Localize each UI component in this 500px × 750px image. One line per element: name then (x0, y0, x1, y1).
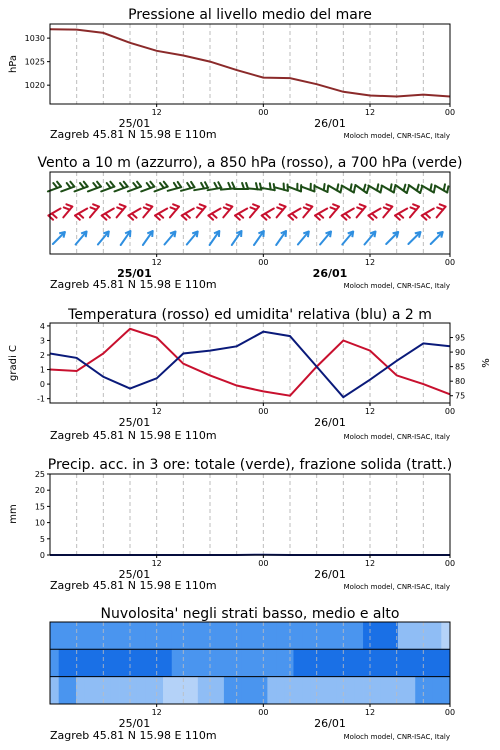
cloud-cell (67, 677, 76, 704)
cloud-cell (224, 622, 233, 649)
y-tick-label: 1025 (24, 57, 45, 67)
cloud-cell (250, 677, 259, 704)
cloud-cell (76, 677, 85, 704)
wind-barb (76, 232, 87, 245)
cloud-cell (398, 649, 407, 676)
cloud-cell (433, 677, 442, 704)
cloud-cell (372, 622, 381, 649)
pressure-title: Pressione al livello medio del mare (128, 7, 372, 23)
y2-tick-label: 80 (455, 377, 466, 387)
cloud-cell (380, 649, 389, 676)
wind-barb (143, 204, 152, 217)
cloud-cell (120, 649, 129, 676)
wind-barb (168, 182, 182, 191)
y-tick-label: 20 (34, 486, 45, 496)
cloud-cell (285, 677, 294, 704)
cloud-cell (163, 622, 172, 649)
x-tick-label: 12 (364, 708, 376, 717)
cloud-cell (172, 649, 181, 676)
precip-grid (77, 474, 424, 555)
cloud-cell (302, 622, 311, 649)
wind-barb (276, 231, 286, 245)
cloud-cell (293, 649, 302, 676)
cloud-cells (50, 622, 450, 704)
cloud-cell (380, 622, 389, 649)
precip-y-ticks (35, 470, 50, 560)
humidity-y-ticks (450, 334, 465, 401)
wind-barb (248, 183, 262, 190)
wind-barb (250, 204, 259, 217)
y-tick-label: 5 (39, 534, 45, 544)
cloud-cell (433, 649, 442, 676)
cloud-cell (337, 622, 346, 649)
cloud-cell (59, 649, 68, 676)
cloud-cell (215, 622, 224, 649)
cloud-cell (172, 622, 181, 649)
y-tick-label: 4 (39, 321, 45, 331)
wind-barb (210, 231, 220, 245)
cloud-cell (276, 677, 285, 704)
temperature-panel (8, 307, 492, 442)
wind-barb (170, 204, 179, 217)
temperature-location: Zagreb 45.81 N 15.98 E 110m (50, 429, 217, 442)
cloud-cell (93, 622, 102, 649)
cloud-cell (363, 622, 372, 649)
cloud-cell (180, 622, 189, 649)
date-label: 26/01 (314, 568, 346, 581)
cloud-cell (198, 649, 207, 676)
cloud-cell (111, 622, 120, 649)
wind-barb (277, 204, 286, 217)
wind-barb (408, 232, 420, 244)
precip-title: Precip. acc. in 3 ore: totale (verde), frazione solida (tratt.) (47, 457, 453, 473)
cloud-cell (363, 649, 372, 676)
cloud-cell (67, 622, 76, 649)
wind-barb (121, 231, 131, 245)
wind-barb (53, 232, 65, 244)
wind-x-ticks (152, 254, 456, 267)
cloud-cell (189, 677, 198, 704)
x-tick-label: 12 (364, 258, 376, 267)
y-tick-label: 0 (39, 380, 45, 390)
wind-barb (90, 204, 99, 217)
wind-panel (37, 155, 462, 291)
cloud-cell (163, 649, 172, 676)
cloud-cell (76, 622, 85, 649)
cloud-cell (215, 649, 224, 676)
y2-tick-label: 85 (455, 362, 466, 372)
precip-credit: Moloch model, CNR-ISAC, Italy (343, 583, 450, 591)
wind-barb (61, 182, 74, 192)
cloud-cell (380, 677, 389, 704)
y-tick-label: 2 (39, 351, 45, 360)
cloud-cell (137, 649, 146, 676)
wind-barb (409, 185, 422, 193)
cloud-cell (337, 649, 346, 676)
x-tick-label: 00 (258, 108, 269, 117)
cloud-cell (320, 622, 329, 649)
cloud-cell (337, 677, 346, 704)
cloud-cell (207, 677, 216, 704)
precip-ylabel: mm (8, 504, 19, 524)
cloud-cell (50, 649, 59, 676)
wind-barb (355, 185, 368, 193)
cloud-cell (320, 677, 329, 704)
y-tick-label: 1 (39, 365, 45, 375)
pressure-location: Zagreb 45.81 N 15.98 E 110m (50, 128, 217, 141)
y2-tick-label: 75 (455, 391, 466, 401)
cloud-cell (354, 622, 363, 649)
cloud-cell (146, 649, 155, 676)
wind-barb (288, 184, 301, 192)
temperature-title: Temperatura (rosso) ed umidita' relativa (blu) a 2 m (68, 307, 432, 323)
y2-tick-label: 95 (455, 333, 466, 343)
cloud-cell (50, 622, 59, 649)
x-tick-label: 00 (444, 407, 456, 416)
wind-barb (395, 185, 408, 193)
cloud-cell (293, 622, 302, 649)
cloud-cell (198, 622, 207, 649)
y-tick-label: 1020 (24, 81, 45, 91)
cloud-title: Nuvolosita' negli strati basso, medio e alto (100, 606, 400, 622)
cloud-cell (328, 622, 337, 649)
cloud-cell (120, 677, 129, 704)
temperature-credit: Moloch model, CNR-ISAC, Italy (343, 433, 450, 441)
x-tick-label: 12 (151, 559, 162, 568)
wind-barb (254, 231, 264, 245)
wind-barb (383, 204, 392, 217)
wind-barb (435, 184, 448, 192)
cloud-cell (354, 677, 363, 704)
cloud-cell (372, 677, 381, 704)
x-tick-label: 12 (364, 559, 376, 568)
cloud-cell (154, 649, 163, 676)
y2-tick-label: 90 (455, 348, 466, 358)
x-tick-label: 12 (151, 108, 162, 117)
wind-barb (320, 232, 331, 245)
pressure-grid (77, 24, 424, 104)
pressure-x-ticks (152, 104, 456, 117)
humidity-line (50, 332, 450, 398)
wind-barb (303, 204, 312, 217)
temperature-dates (119, 416, 346, 429)
temperature-frame (50, 323, 450, 403)
cloud-cell (320, 649, 329, 676)
cloud-cell (276, 622, 285, 649)
cloud-cell (241, 649, 250, 676)
cloud-cell (93, 677, 102, 704)
wind-barb (88, 182, 101, 192)
x-tick-label: 12 (364, 407, 376, 416)
date-label: 26/01 (314, 717, 346, 730)
wind-title: Vento a 10 m (azzurro), a 850 hPa (rosso), a 700 hPa (verde) (37, 155, 463, 171)
cloud-location: Zagreb 45.81 N 15.98 E 110m (50, 729, 217, 742)
wind-barb (315, 184, 328, 192)
cloud-panel (50, 606, 455, 742)
cloud-cell (85, 649, 94, 676)
wind-barb (117, 204, 126, 217)
precip-frame (50, 474, 450, 555)
x-tick-label: 00 (258, 708, 269, 717)
wind-barb (342, 232, 353, 245)
pressure-series (50, 29, 450, 96)
cloud-cell (241, 622, 250, 649)
wind-barb (382, 184, 395, 192)
x-tick-label: 12 (151, 407, 162, 416)
cloud-cell (85, 677, 94, 704)
wind-barb (194, 182, 208, 190)
cloud-cell (59, 677, 68, 704)
cloud-cell (137, 622, 146, 649)
precip-panel (8, 457, 455, 592)
wind-barb (431, 232, 443, 244)
cloud-cell (76, 649, 85, 676)
temperature-x-ticks (152, 403, 456, 416)
y-tick-label: 10 (34, 518, 45, 528)
wind-barb (274, 184, 288, 191)
cloud-cell (276, 649, 285, 676)
cloud-cell (207, 622, 216, 649)
date-label: 25/01 (118, 568, 151, 581)
pressure-line (50, 29, 450, 96)
y-tick-label: 25 (34, 470, 45, 479)
cloud-cell (328, 649, 337, 676)
date-label: 25/01 (118, 416, 151, 429)
wind-barb (223, 204, 232, 217)
date-label: 25/01 (118, 117, 151, 130)
cloud-cell (311, 649, 320, 676)
cloud-cell (346, 622, 355, 649)
date-label: 25/01 (118, 717, 151, 730)
wind-barb (141, 182, 154, 192)
wind-barb (301, 184, 314, 192)
pressure-credit: Moloch model, CNR-ISAC, Italy (343, 132, 450, 140)
x-tick-label: 00 (444, 258, 456, 267)
wind-barb (221, 183, 235, 190)
wind-credit: Moloch model, CNR-ISAC, Italy (343, 282, 450, 290)
cloud-cell (85, 622, 94, 649)
cloud-cell (363, 677, 372, 704)
cloud-cell (111, 677, 120, 704)
x-tick-label: 12 (151, 258, 162, 267)
x-tick-label: 00 (258, 407, 269, 416)
cloud-cell (302, 649, 311, 676)
cloud-cell (67, 649, 76, 676)
pressure-panel (8, 7, 455, 141)
y-tick-label: 3 (39, 336, 45, 346)
cloud-cell (267, 649, 276, 676)
cloud-cell (180, 649, 189, 676)
wind-barb (63, 204, 72, 217)
wind-barb (357, 204, 366, 217)
wind-barb (187, 232, 198, 245)
temperature-y-ticks (37, 322, 50, 404)
y-tick-label: 0 (39, 551, 45, 560)
cloud-cell (250, 622, 259, 649)
cloud-cell (241, 677, 250, 704)
cloud-cell (372, 649, 381, 676)
cloud-cell (302, 677, 311, 704)
temperature-ylabel: gradi C (8, 345, 19, 381)
cloud-cell (146, 622, 155, 649)
wind-barbs (48, 182, 449, 245)
wind-barb (330, 204, 339, 217)
cloud-cell (154, 622, 163, 649)
cloud-cell (285, 649, 294, 676)
cloud-cell (172, 677, 181, 704)
date-label: 26/01 (314, 416, 346, 429)
x-tick-label: 00 (444, 559, 456, 568)
date-label: 26/01 (312, 267, 348, 280)
cloud-cell (346, 677, 355, 704)
cloud-cell (137, 677, 146, 704)
wind-barb (437, 204, 446, 217)
precip-location: Zagreb 45.81 N 15.98 E 110m (50, 579, 217, 592)
cloud-cell (189, 622, 198, 649)
wind-barb (298, 232, 309, 245)
cloud-cell (180, 677, 189, 704)
cloud-cell (398, 677, 407, 704)
cloud-cell (198, 677, 207, 704)
y-tick-label: 1030 (24, 34, 45, 44)
wind-location: Zagreb 45.81 N 15.98 E 110m (50, 278, 217, 291)
cloud-cell (163, 677, 172, 704)
cloud-cell (311, 622, 320, 649)
date-label: 25/01 (117, 267, 152, 280)
cloud-cell (285, 622, 294, 649)
wind-barb (115, 182, 128, 192)
cloud-cell (441, 622, 450, 649)
x-tick-label: 00 (258, 559, 269, 568)
cloud-cell (354, 649, 363, 676)
y-tick-label: 15 (34, 502, 45, 512)
pressure-y-ticks (25, 34, 50, 90)
cloud-cell (111, 649, 120, 676)
cloud-cell (224, 677, 233, 704)
cloud-cell (433, 622, 442, 649)
cloud-cell (293, 677, 302, 704)
cloud-cell (59, 622, 68, 649)
x-tick-label: 12 (151, 708, 162, 717)
cloud-cell (424, 622, 433, 649)
wind-barb (410, 204, 419, 217)
cloud-cell (346, 649, 355, 676)
cloud-cell (407, 622, 416, 649)
cloud-cell (215, 677, 224, 704)
precip-x-ticks (152, 555, 456, 568)
cloud-cell (441, 677, 450, 704)
cloud-cell (207, 649, 216, 676)
x-tick-label: 12 (364, 108, 376, 117)
wind-barb (165, 232, 176, 245)
humidity-ylabel: % (481, 358, 492, 368)
cloud-cell (441, 649, 450, 676)
x-tick-label: 00 (444, 708, 456, 717)
temperature-grid (77, 323, 424, 403)
cloud-cell (120, 622, 129, 649)
cloud-cell (50, 677, 59, 704)
cloud-cell (407, 649, 416, 676)
y-tick-label: -1 (37, 394, 45, 404)
cloud-cell (398, 622, 407, 649)
cloud-cell (407, 677, 416, 704)
cloud-x-ticks (152, 704, 456, 717)
wind-barb (328, 184, 341, 192)
cloud-cell (267, 622, 276, 649)
wind-barb (197, 204, 206, 217)
cloud-cell (250, 649, 259, 676)
cloud-cell (311, 677, 320, 704)
cloud-cell (424, 677, 433, 704)
cloud-cell (424, 649, 433, 676)
cloud-cell (146, 677, 155, 704)
cloud-cell (189, 649, 198, 676)
temperature-series (50, 329, 450, 397)
cloud-credit: Moloch model, CNR-ISAC, Italy (343, 733, 450, 741)
cloud-cell (267, 677, 276, 704)
cloud-cell (154, 677, 163, 704)
x-tick-label: 00 (258, 258, 269, 267)
wind-frame (50, 172, 450, 254)
pressure-ylabel: hPa (8, 54, 19, 74)
wind-barb (143, 231, 153, 245)
cloud-cell (328, 677, 337, 704)
x-tick-label: 00 (444, 108, 456, 117)
cloud-cell (93, 649, 102, 676)
date-label: 26/01 (314, 117, 346, 130)
cloud-cell (224, 649, 233, 676)
